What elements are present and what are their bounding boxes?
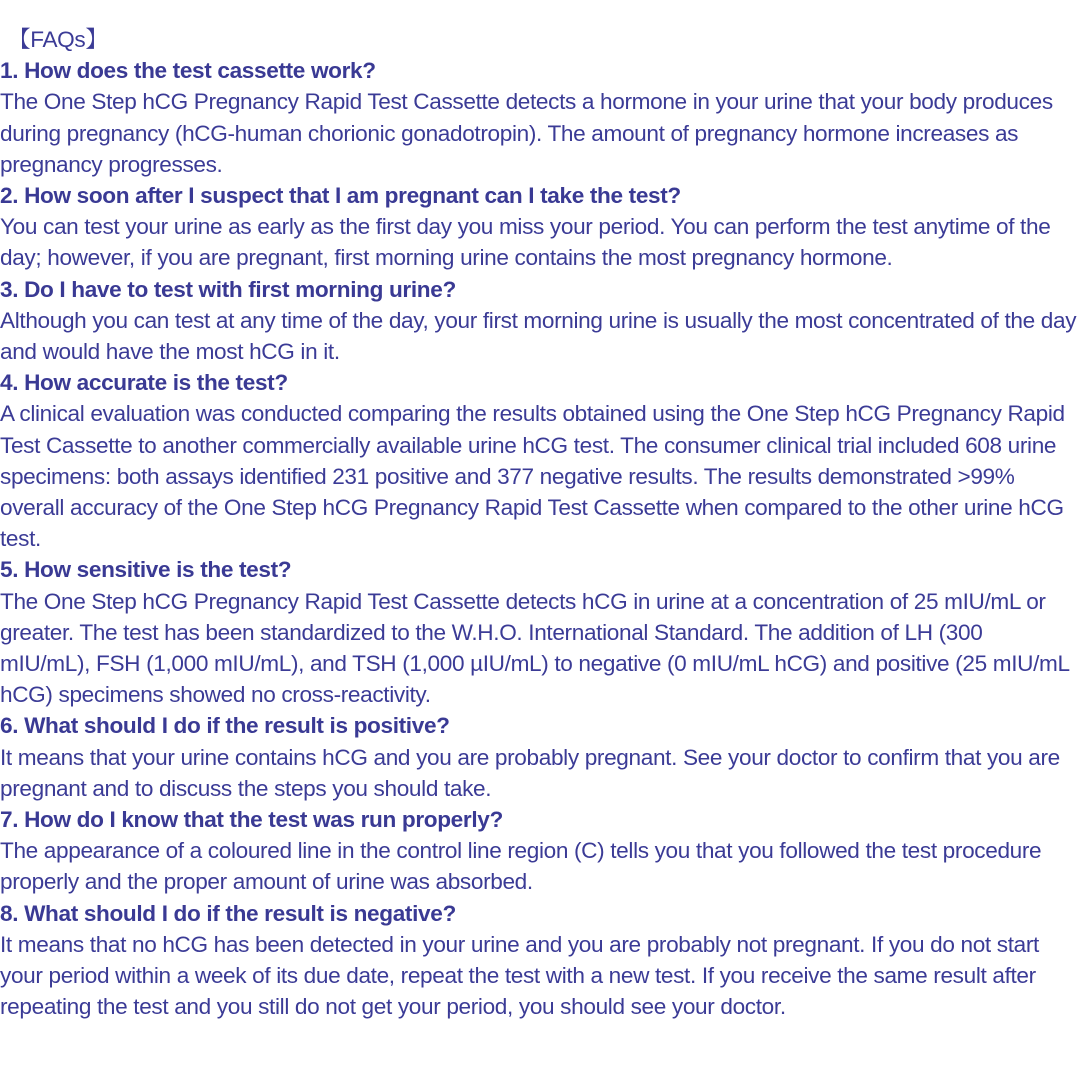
faq-question: 3. Do I have to test with first morning urine? (0, 276, 456, 302)
faq-item (0, 274, 1078, 368)
faq-question: 4. How accurate is the test? (0, 370, 288, 396)
faq-answer: The appearance of a coloured line in the control line region (C) tells you that you followed the test procedure properly and the proper amount of urine was absorbed. (0, 838, 1042, 895)
faq-question: 8. What should I do if the result is negative? (0, 900, 456, 926)
faq-document (0, 24, 1078, 1023)
faq-item (0, 804, 1078, 898)
faq-question: 5. How sensitive is the test? (0, 557, 292, 583)
faq-list (0, 55, 1078, 1022)
faq-item (0, 180, 1078, 274)
faq-answer: It means that your urine contains hCG and you are probably pregnant. See your doctor to confirm that you are pregnant and to discuss the steps you should take. (0, 744, 1060, 801)
faq-answer: The One Step hCG Pregnancy Rapid Test Cassette detects a hormone in your urine that your body produces during pregnancy (hCG-human chorionic gonadotropin). The amount of pregnancy hormone increases as pregnancy progresses. (0, 89, 1053, 177)
faq-heading: 【FAQs】 (8, 27, 108, 52)
faq-item (0, 367, 1078, 554)
faq-question: 2. How soon after I suspect that I am pregnant can I take the test? (0, 183, 681, 209)
faq-item (0, 55, 1078, 180)
faq-question: 7. How do I know that the test was run properly? (0, 807, 503, 833)
faq-item (0, 554, 1078, 710)
faq-question: 1. How does the test cassette work? (0, 58, 376, 84)
faq-item (0, 710, 1078, 804)
faq-question: 6. What should I do if the result is positive? (0, 713, 450, 739)
faq-answer: It means that no hCG has been detected in your urine and you are probably not pregnant. If you do not start your period within a week of its due date, repeat the test with a new test. If you receive the same result after repeating the test and you still do not get your period, you should see your doctor. (0, 931, 1039, 1020)
faq-answer: Although you can test at any time of the day, your first morning urine is usually the most concentrated of the day and would have the most hCG in it. (0, 307, 1077, 365)
faq-item (0, 898, 1078, 1023)
faq-answer: The One Step hCG Pregnancy Rapid Test Cassette detects hCG in urine at a concentration of 25 mIU/mL or greater. The test has been standardized to the W.H.O. International Standard. The addition of LH (300 mIU/mL), FSH (1,000 mIU/mL), and TSH (1,000 µIU/mL) to negative (0 mIU/mL hCG) and positive (25 mIU/mL hCG) specimens showed no cross-reactivity. (0, 588, 1069, 708)
faq-answer: You can test your urine as early as the first day you miss your period. You can perform the test anytime of the day; however, if you are pregnant, first morning urine contains the most pregnancy hormone. (0, 214, 1051, 271)
faq-answer: A clinical evaluation was conducted comparing the results obtained using the One Step hCG Pregnancy Rapid Test Cassette to another commercially available urine hCG test. The consumer clinical trial included 608 urine specimens: both assays identified 231 positive and 377 negative results. The results demonstrated >99% overall accuracy of the One Step hCG Pregnancy Rapid Test Cassette when compared to the other urine hCG test. (0, 401, 1065, 552)
